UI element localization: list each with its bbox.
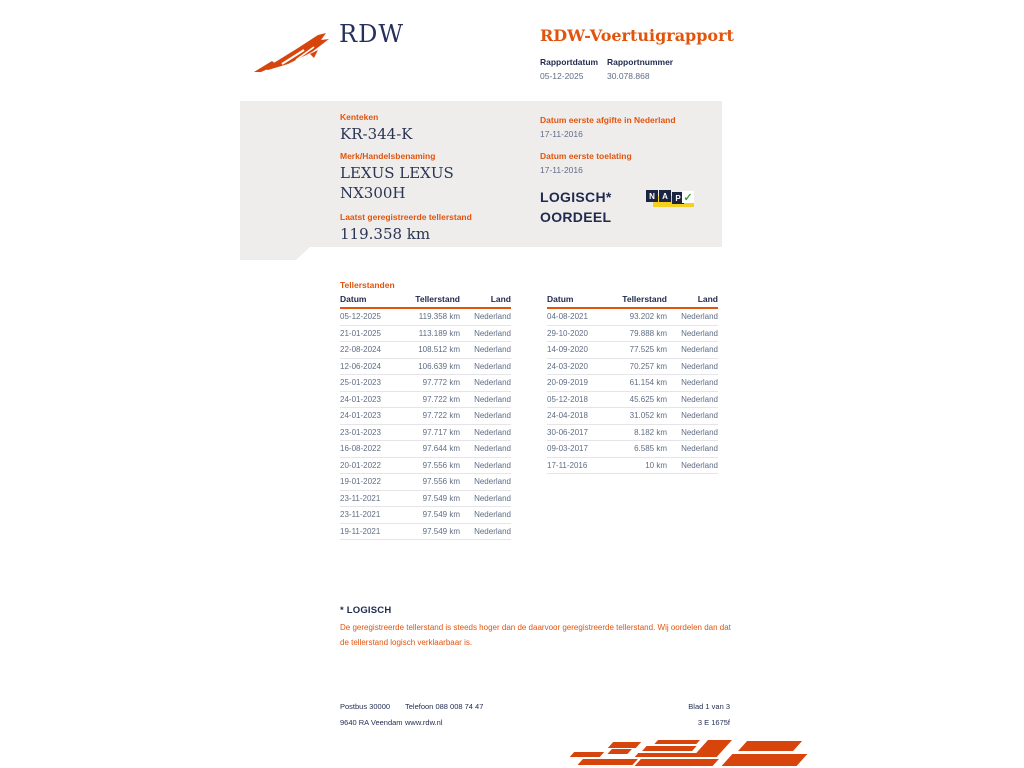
table-row: [340, 391, 511, 408]
cell-tellerstand: 113.189 km: [398, 325, 460, 342]
logisch-footnote-title: * LOGISCH: [340, 605, 392, 616]
cell-tellerstand: 97.549 km: [398, 523, 460, 540]
cell-datum: 23-01-2023: [340, 424, 398, 441]
table-row: [340, 408, 511, 425]
footer-website: www.rdw.nl: [405, 718, 443, 727]
eerste-afgifte-value: 17-11-2016: [540, 129, 583, 139]
report-meta: [540, 57, 687, 81]
cell-tellerstand: 45.625 km: [605, 391, 667, 408]
table-row: [340, 490, 511, 507]
cell-land: Nederland: [667, 424, 718, 441]
table-row: [340, 375, 511, 392]
cell-datum: 12-06-2024: [340, 358, 398, 375]
cell-tellerstand: 97.556 km: [398, 457, 460, 474]
table-row: [547, 408, 718, 425]
table-row: [340, 523, 511, 540]
cell-land: Nederland: [460, 375, 511, 392]
cell-tellerstand: 10 km: [605, 457, 667, 474]
oordeel-line2: OORDEEL: [540, 209, 612, 225]
cell-land: Nederland: [460, 474, 511, 491]
table-row: [547, 391, 718, 408]
nap-letter-a: A: [659, 190, 671, 202]
cell-tellerstand: 97.722 km: [398, 408, 460, 425]
merk-label: Merk/Handelsbenaming: [340, 151, 436, 161]
cell-datum: 24-01-2023: [340, 408, 398, 425]
cell-tellerstand: 106.639 km: [398, 358, 460, 375]
cell-land: Nederland: [460, 391, 511, 408]
cell-land: Nederland: [460, 424, 511, 441]
table-row: [340, 507, 511, 524]
cell-land: Nederland: [667, 441, 718, 458]
tellerstanden-table-left: [340, 292, 511, 540]
table-row: [340, 441, 511, 458]
cell-tellerstand: 97.722 km: [398, 391, 460, 408]
nap-letter-n: N: [646, 190, 658, 202]
footer-address-line2: 9640 RA Veendam: [340, 718, 403, 727]
rapportnummer-value: 30.078.868: [607, 71, 650, 81]
table-row: [340, 308, 511, 325]
cell-land: Nederland: [667, 358, 718, 375]
cell-tellerstand: 119.358 km: [398, 308, 460, 325]
cell-land: Nederland: [460, 441, 511, 458]
table-header-row: [340, 292, 511, 308]
footer-address-line1: Postbus 30000: [340, 702, 391, 711]
col-header-land: Land: [460, 292, 511, 308]
document-footer: [340, 702, 730, 734]
table-row: [547, 342, 718, 359]
table-row: [340, 457, 511, 474]
cell-land: Nederland: [667, 375, 718, 392]
table-header-row: [547, 292, 718, 308]
table-row: [547, 441, 718, 458]
cell-land: Nederland: [667, 457, 718, 474]
kenteken-label: Kenteken: [340, 112, 379, 122]
eerste-toelating-value: 17-11-2016: [540, 165, 583, 175]
cell-land: Nederland: [667, 308, 718, 325]
cell-land: Nederland: [667, 408, 718, 425]
cell-datum: 05-12-2025: [340, 308, 398, 325]
cell-datum: 19-11-2021: [340, 523, 398, 540]
footer-form-code: 3 E 1675f: [697, 718, 730, 727]
oordeel-line1: LOGISCH*: [540, 189, 612, 205]
eerste-afgifte-label: Datum eerste afgifte in Nederland: [540, 115, 676, 125]
cell-tellerstand: 79.888 km: [605, 325, 667, 342]
cell-land: Nederland: [667, 342, 718, 359]
cell-tellerstand: 97.556 km: [398, 474, 460, 491]
cell-tellerstand: 6.585 km: [605, 441, 667, 458]
cell-tellerstand: 108.512 km: [398, 342, 460, 359]
col-header-tellerstand: Tellerstand: [605, 292, 667, 308]
table-row: [340, 325, 511, 342]
cell-datum: 19-01-2022: [340, 474, 398, 491]
page-corner-wing-graphic: [540, 740, 820, 768]
cell-land: Nederland: [460, 308, 511, 325]
cell-tellerstand: 61.154 km: [605, 375, 667, 392]
cell-tellerstand: 97.717 km: [398, 424, 460, 441]
cell-datum: 24-04-2018: [547, 408, 605, 425]
col-header-tellerstand: Tellerstand: [398, 292, 460, 308]
cell-datum: 24-01-2023: [340, 391, 398, 408]
cell-tellerstand: 31.052 km: [605, 408, 667, 425]
cell-datum: 29-10-2020: [547, 325, 605, 342]
cell-tellerstand: 93.202 km: [605, 308, 667, 325]
cell-tellerstand: 8.182 km: [605, 424, 667, 441]
rapportdatum-label: Rapportdatum: [540, 57, 599, 67]
table-row: [547, 424, 718, 441]
rapportnummer-label: Rapportnummer: [607, 57, 674, 67]
table-row: [547, 358, 718, 375]
col-header-datum: Datum: [547, 292, 605, 308]
cell-land: Nederland: [460, 408, 511, 425]
tellerstanden-table-right: [547, 292, 718, 474]
cell-datum: 24-03-2020: [547, 358, 605, 375]
table-row: [547, 375, 718, 392]
cell-tellerstand: 97.644 km: [398, 441, 460, 458]
cell-datum: 14-09-2020: [547, 342, 605, 359]
cell-tellerstand: 97.772 km: [398, 375, 460, 392]
col-header-datum: Datum: [340, 292, 398, 308]
logisch-footnote-text: De geregistreerde tellerstand is steeds hoger dan de daarvoor geregistreerde tellerstand. Wij oordelen dan dat de tellerstand logisch verklaarbaar is.: [340, 623, 731, 647]
cell-land: Nederland: [460, 523, 511, 540]
cell-land: Nederland: [460, 457, 511, 474]
cell-datum: 09-03-2017: [547, 441, 605, 458]
cell-datum: 23-11-2021: [340, 490, 398, 507]
cell-datum: 25-01-2023: [340, 375, 398, 392]
rapportdatum-value: 05-12-2025: [540, 71, 584, 81]
eerste-toelating-label: Datum eerste toelating: [540, 151, 632, 161]
cell-datum: 16-08-2022: [340, 441, 398, 458]
cell-tellerstand: 97.549 km: [398, 507, 460, 524]
footer-phone: Telefoon 088 008 74 47: [405, 702, 484, 711]
nap-checkmark-icon: ✓: [683, 191, 693, 204]
cell-tellerstand: 97.549 km: [398, 490, 460, 507]
cell-datum: 17-11-2016: [547, 457, 605, 474]
table-row: [547, 308, 718, 325]
table-row: [547, 325, 718, 342]
tellerstanden-section-title: Tellerstanden: [340, 280, 395, 290]
table-row: [547, 457, 718, 474]
laatste-tellerstand-value: 119.358 km: [340, 225, 431, 243]
vehicle-summary-panel: [240, 101, 722, 247]
cell-datum: 21-01-2025: [340, 325, 398, 342]
table-row: [340, 474, 511, 491]
cell-tellerstand: 77.525 km: [605, 342, 667, 359]
table-row: [340, 342, 511, 359]
cell-datum: 22-08-2024: [340, 342, 398, 359]
rdw-logo-icon: [252, 24, 334, 74]
cell-datum: 30-06-2017: [547, 424, 605, 441]
footer-page-number: Blad 1 van 3: [688, 702, 730, 711]
cell-datum: 04-08-2021: [547, 308, 605, 325]
cell-datum: 23-11-2021: [340, 507, 398, 524]
cell-datum: 20-09-2019: [547, 375, 605, 392]
oordeel-verdict: [540, 187, 646, 227]
nap-letter-p: P: [672, 192, 684, 204]
report-title: RDW-Voertuigrapport: [540, 26, 734, 45]
cell-land: Nederland: [460, 490, 511, 507]
kenteken-value: KR-344-K: [340, 125, 413, 143]
cell-land: Nederland: [667, 391, 718, 408]
cell-tellerstand: 70.257 km: [605, 358, 667, 375]
table-row: [340, 424, 511, 441]
cell-datum: 05-12-2018: [547, 391, 605, 408]
laatste-tellerstand-label: Laatst geregistreerde tellerstand: [340, 212, 472, 222]
cell-land: Nederland: [460, 507, 511, 524]
merk-value: LEXUS LEXUS NX300H: [340, 164, 454, 202]
nap-logo-icon: [646, 188, 696, 210]
cell-datum: 20-01-2022: [340, 457, 398, 474]
col-header-land: Land: [667, 292, 718, 308]
cell-land: Nederland: [667, 325, 718, 342]
cell-land: Nederland: [460, 325, 511, 342]
table-row: [340, 358, 511, 375]
cell-land: Nederland: [460, 358, 511, 375]
cell-land: Nederland: [460, 342, 511, 359]
rdw-logo-text: RDW: [339, 20, 404, 48]
